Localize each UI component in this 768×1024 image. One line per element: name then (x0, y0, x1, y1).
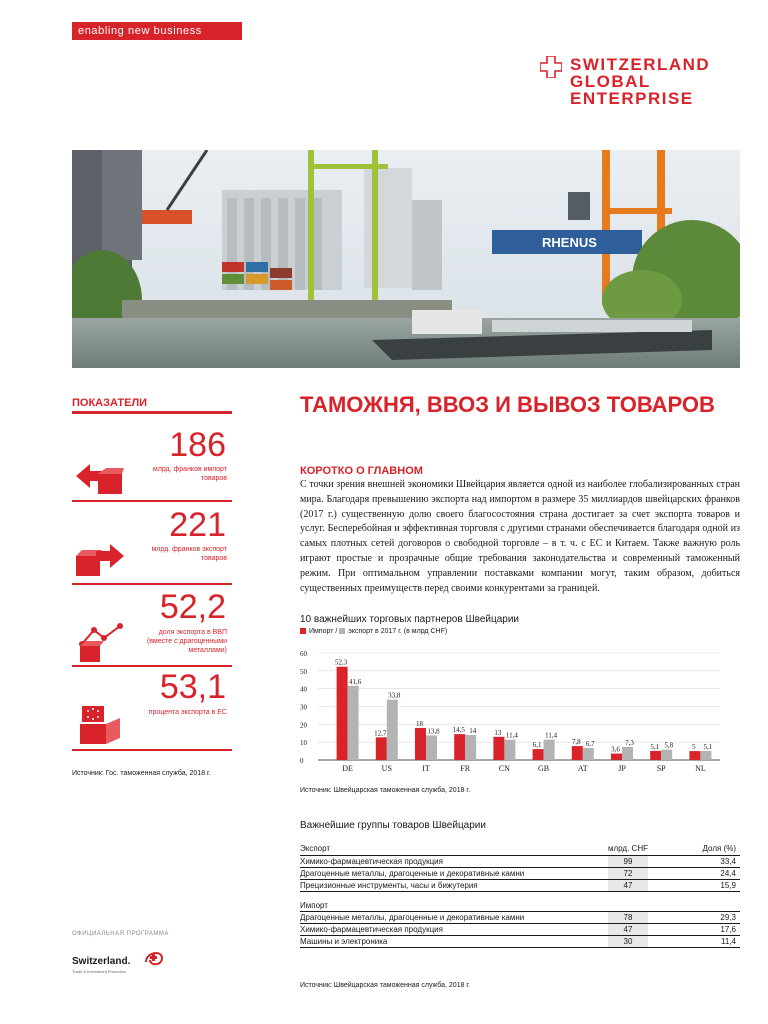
bar-import (533, 749, 544, 760)
logo-line-1: SWITZERLAND (570, 55, 711, 74)
swiss-cross-icon (540, 56, 562, 78)
row-share: 24,4 (720, 869, 736, 878)
rhenus-sign: RHENUS (542, 235, 597, 250)
x-tick-label: IT (422, 764, 430, 773)
bar-export (348, 686, 359, 760)
port-photo (72, 150, 740, 368)
goods-header-row (300, 843, 740, 855)
indicators-title: ПОКАЗАТЕЛИ (72, 397, 148, 409)
row-value: 72 (608, 868, 648, 879)
indicators-source: Источник: Гос. таможенная служба, 2018 г. (72, 770, 211, 777)
bar-value-label: 7,3 (625, 738, 634, 747)
kpi-share-label: доля экспорта в ВВП (вместе с драгоценными металлами) (146, 629, 227, 654)
tagline-bar (72, 22, 242, 40)
row-value: 47 (608, 924, 648, 935)
x-tick-label: US (381, 764, 392, 773)
bar-import (572, 746, 583, 760)
export-section-label: Экспорт (300, 844, 331, 853)
logo-line-2: GLOBAL (570, 72, 651, 91)
x-tick-label: SP (656, 764, 666, 773)
bar-import (611, 754, 622, 760)
y-tick-label: 30 (300, 703, 307, 712)
summary-heading: КОРОТКО О ГЛАВНОМ (300, 465, 423, 477)
bar-export (387, 700, 398, 760)
table-row (300, 868, 740, 880)
row-share: 15,9 (720, 881, 736, 890)
row-value: 99 (608, 856, 648, 867)
bar-value-label: 7,8 (571, 738, 581, 747)
export-arrow-icon (76, 538, 124, 578)
program-swirl-icon (142, 948, 166, 970)
row-value: 78 (608, 912, 648, 923)
bar-export (504, 740, 515, 760)
summary-text: С точки зрения внешней экономики Швейцария является одной из наиболее глобализированных стран мира. Благодаря превышению экспорта над импортом в размере 35 миллиардов швейцарских франков (2017 г.) существенную долю своего благосостояния страна достигает за счет экспорта товаров и услуг. Бесперебойная и эффективная торговля с другими странами обеспечивается благодаря одной из самых плотных сетей договоров о свободной торговле – в т. ч. с ЕС и Китаем. Также важную роль играют простые и прозрачные общие требования законодательства и современный таможенный режим. При оптимальном управлении поставками компании могут, таким образом, добиться существенных преимуществ перед своими конкурентами за границей. (300, 479, 740, 594)
sge-logo (540, 56, 710, 112)
bar-value-label: 5,8 (664, 741, 674, 750)
row-share: 33,4 (720, 857, 736, 866)
kpi-import-value: 186 (169, 426, 226, 464)
row-name: Прецизионные инструменты, часы и бижутерия (300, 881, 478, 890)
bar-export (544, 740, 555, 760)
bar-value-label: 12,7 (374, 729, 387, 738)
kpi-divider-4 (72, 749, 232, 751)
port-illustration (72, 150, 740, 368)
x-tick-label: DE (342, 764, 353, 773)
goods-table-source: Источник: Швейцарская таможенная служба, 2018 г. (300, 982, 471, 989)
row-value: 30 (608, 936, 648, 947)
table-row (300, 924, 740, 936)
bar-value-label: 41,6 (348, 677, 362, 686)
goods-table-title: Важнейшие группы товаров Швейцарии (300, 820, 486, 831)
eu-flag-icon (76, 704, 124, 744)
y-tick-label: 10 (300, 739, 307, 748)
bar-value-label: 13 (494, 728, 502, 737)
row-share: 11,4 (721, 937, 736, 946)
table-row (300, 936, 740, 948)
kpi-import-label: млрд. франков импорт товаров (152, 466, 227, 482)
legend-swatch-import (300, 628, 306, 634)
row-share: 29,3 (720, 913, 736, 922)
bar-export (426, 735, 437, 760)
bar-value-label: 6,7 (585, 740, 595, 749)
tagline-text: enabling new business (78, 25, 202, 37)
bar-value-label: 5,1 (703, 742, 713, 751)
chart-legend (300, 628, 447, 635)
logo-text (570, 56, 710, 107)
program-label: ОФИЦИАЛЬНАЯ ПРОГРАММА (72, 931, 169, 937)
logo-line-3: ENTERPRISE (570, 89, 694, 108)
row-share: 17,6 (720, 925, 736, 934)
bar-value-label: 14 (469, 727, 477, 736)
row-name: Химико-фармацевтическая продукция (300, 857, 443, 866)
table-row (300, 912, 740, 924)
legend-separator: / (335, 628, 338, 635)
x-tick-label: NL (695, 764, 706, 773)
bar-import (415, 728, 426, 760)
bar-import (493, 737, 504, 760)
bar-import (337, 667, 348, 760)
bar-value-label: 6,1 (532, 741, 542, 750)
bar-value-label: 5 (692, 743, 696, 752)
export-share-icon (76, 622, 124, 662)
section-gap (300, 892, 740, 900)
switzerland-program-logo (72, 948, 172, 978)
goods-table (300, 843, 740, 948)
program-logo-word: Switzerland. (72, 956, 131, 967)
x-tick-label: FR (460, 764, 471, 773)
bar-value-label: 5,1 (650, 742, 660, 751)
row-value: 47 (608, 880, 648, 891)
kpi-divider-1 (72, 500, 232, 502)
bar-import (650, 751, 661, 760)
row-name: Машины и электроника (300, 937, 388, 946)
row-name: Драгоценные металлы, драгоценные и декоративные камни (300, 869, 525, 878)
bar-value-label: 52,3 (334, 658, 348, 667)
import-section-label: Импорт (300, 901, 328, 910)
bar-value-label: 11,4 (545, 731, 558, 740)
bar-value-label: 33,8 (388, 691, 401, 700)
x-tick-label: AT (577, 764, 588, 773)
import-section-row (300, 900, 740, 912)
bar-value-label: 14,5 (452, 726, 465, 735)
col-unit-header: млрд. CHF (608, 844, 648, 853)
bar-value-label: 11,4 (505, 731, 518, 740)
bar-export (661, 750, 672, 760)
indicators-rule (72, 411, 232, 414)
y-tick-label: 0 (300, 757, 304, 765)
bar-export (465, 735, 476, 760)
kpi-divider-3 (72, 665, 232, 667)
y-tick-label: 40 (300, 685, 307, 694)
row-name: Химико-фармацевтическая продукция (300, 925, 443, 934)
bar-export (700, 751, 711, 760)
page-title: ТАМОЖНЯ, ВВОЗ И ВЫВОЗ ТОВАРОВ (300, 392, 715, 417)
x-tick-label: CN (498, 764, 510, 773)
bar-import (689, 751, 700, 760)
bar-export (583, 748, 594, 760)
kpi-export-label: млрд. франков экспорт товаров (151, 546, 227, 562)
x-tick-label: GB (538, 764, 550, 773)
bar-value-label: 3,6 (611, 745, 620, 754)
bar-value-label: 18 (416, 719, 423, 728)
y-tick-label: 20 (300, 721, 307, 730)
bar-value-label: 13,8 (427, 727, 440, 736)
chart-title: 10 важнейших торговых партнеров Швейцарии (300, 614, 519, 625)
y-tick-label: 50 (300, 667, 307, 676)
program-logo-sub: Trade & Investment Promotion (72, 969, 127, 974)
row-name: Драгоценные металлы, драгоценные и декоративные камни (300, 913, 525, 922)
kpi-divider-2 (72, 583, 232, 585)
col-share-header: Доля (%) (702, 844, 736, 853)
import-arrow-icon (76, 458, 124, 498)
kpi-eu-label: процента экспорта в ЕС (148, 709, 227, 716)
table-row (300, 856, 740, 868)
y-tick-label: 60 (300, 650, 307, 658)
kpi-share-value: 52,2 (159, 588, 226, 626)
kpi-eu-value: 53,1 (159, 668, 226, 706)
table-row (300, 880, 740, 892)
legend-swatch-export (339, 628, 345, 634)
chart-source: Источник: Швейцарская таможенная служба, 2018 г. (300, 787, 471, 794)
trade-partners-chart (300, 645, 740, 780)
legend-export-label: экспорт в 2017 г. (в млрд CHF) (348, 628, 448, 635)
x-tick-label: JP (618, 764, 626, 773)
legend-import-label: Импорт (308, 628, 334, 635)
bar-import (376, 737, 387, 760)
kpi-export-value: 221 (169, 506, 226, 544)
bar-export (622, 747, 633, 760)
bar-import (454, 734, 465, 760)
